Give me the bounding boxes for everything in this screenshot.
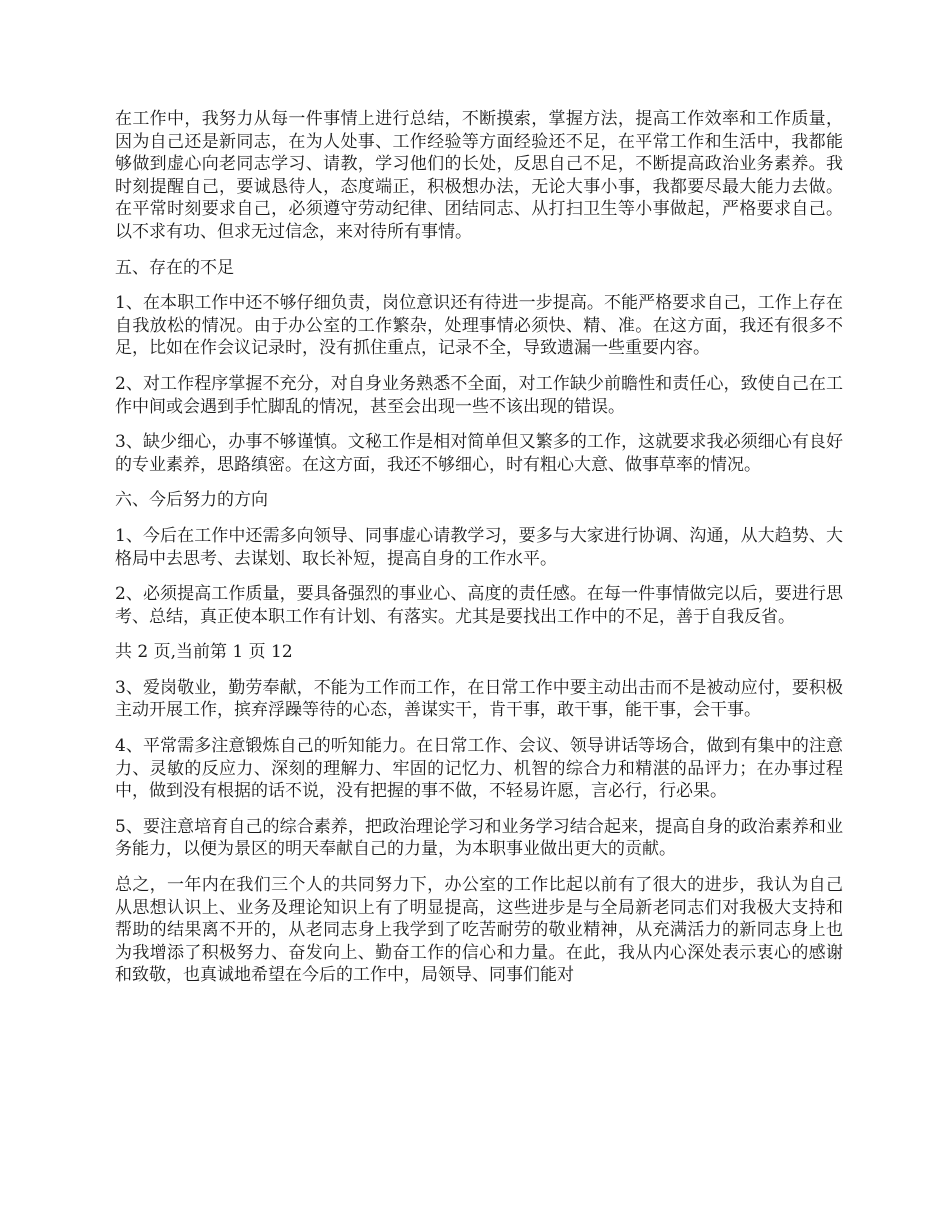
paragraph-shortcoming-3: 3、缺少细心，办事不够谨慎。文秘工作是相对简单但又繁多的工作，这就要求我必须细心有良好的专业素养，思路缜密。在这方面，我还不够细心，时有粗心大意、做事草率的情况。	[115, 432, 843, 475]
section-heading-shortcomings: 五、存在的不足	[115, 257, 234, 278]
paragraph-direction-5: 5、要注意培育自己的综合素养，把政治理论学习和业务学习结合起来，提高自身的政治素养和业务能力，以便为景区的明天奉献自己的力量，为本职事业做出更大的贡献。	[115, 816, 843, 860]
paragraph-work-summary: 在工作中，我努力从每一件事情上进行总结，不断摸索，掌握方法，提高工作效率和工作质量，因为自己还是新同志，在为人处事、工作经验等方面经验还不足，在平常工作和生活中，我都能够做到虚心向老同志学习、请教，学习他们的长处，反思自己不足，不断提高政治业务素养。我时刻提醒自己，要诚恳待人，态度端正，积极想办法，无论大事小事，我都要尽最大能力去做。在平常时刻要求自己，必须遵守劳动纪律、团结同志、从打扫卫生等小事做起，严格要求自己。以不求有功、但求无过信念，来对待所有事情。	[115, 109, 843, 242]
paragraph-conclusion: 总之，一年内在我们三个人的共同努力下，办公室的工作比起以前有了很大的进步，我认为自己从思想认识上、业务及理论知识上有了明显提高，这些进步是与全局新老同志们对我极大支持和帮助的结果离不开的，从老同志身上我学到了吃苦耐劳的敬业精神，从充满活力的新同志身上也为我增添了积极努力、奋发向上、勤奋工作的信心和力量。在此，我从内心深处表示衷心的感谢和致敬，也真诚地希望在今后的工作中，局领导、同事们能对	[115, 875, 843, 986]
paragraph-shortcoming-2: 2、对工作程序掌握不充分，对自身业务熟悉不全面，对工作缺少前瞻性和责任心，致使自己在工作中间或会遇到手忙脚乱的情况，甚至会出现一些不该出现的错误。	[115, 373, 843, 417]
paragraph-direction-3: 3、爱岗敬业，勤劳奉献，不能为工作而工作，在日常工作中要主动出击而不是被动应付，要积极主动开展工作，摈弃浮躁等待的心态，善谋实干，肯干事，敢干事，能干事，会干事。	[115, 677, 843, 721]
paragraph-direction-1: 1、今后在工作中还需多向领导、同事虚心请教学习，要多与大家进行协调、沟通，从大趋势、大格局中去思考、去谋划、取长补短，提高自身的工作水平。	[115, 525, 843, 569]
page-indicator: 共 2 页,当前第 1 页 12	[115, 642, 293, 663]
section-heading-future-direction: 六、今后努力的方向	[115, 490, 268, 511]
paragraph-direction-2: 2、必须提高工作质量，要具备强烈的事业心、高度的责任感。在每一件事情做完以后，要进行思考、总结，真正使本职工作有计划、有落实。尤其是要找出工作中的不足，善于自我反省。	[115, 584, 843, 627]
paragraph-direction-4: 4、平常需多注意锻炼自己的听知能力。在日常工作、会议、领导讲话等场合，做到有集中的注意力、灵敏的反应力、深刻的理解力、牢固的记忆力、机智的综合力和精湛的品评力；在办事过程中，做到没有根据的话不说，没有把握的事不做，不轻易许愿，言必行，行必果。	[115, 736, 843, 802]
paragraph-shortcoming-1: 1、在本职工作中还不够仔细负责，岗位意识还有待进一步提高。不能严格要求自己，工作上存在自我放松的情况。由于办公室的工作繁杂，处理事情必须快、精、准。在这方面，我还有很多不足，比如在作会议记录时，没有抓住重点，记录不全，导致遗漏一些重要内容。	[115, 293, 843, 359]
document-page	[115, 108, 843, 1000]
